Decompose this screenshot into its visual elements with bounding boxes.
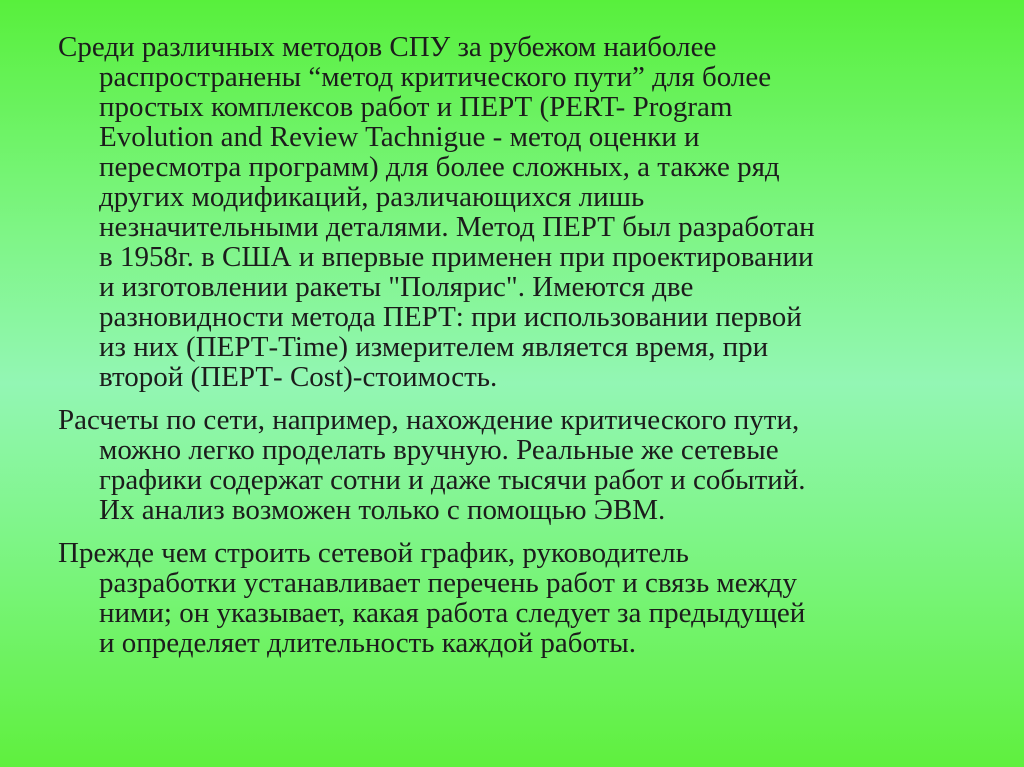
paragraph-network-planning xyxy=(58,538,998,658)
text-line: распространены “метод критического пути” для более xyxy=(99,61,772,93)
text-line: можно легко проделать вручную. Реальные же сетевые xyxy=(99,434,779,466)
text-line: ними; он указывает, какая работа следует за предыдущей xyxy=(99,597,806,629)
text-line: Прежде чем строить сетевой график, руководитель xyxy=(58,537,689,569)
text-line: разновидности метода ПЕРТ: при использовании первой xyxy=(99,301,802,333)
slide-text xyxy=(58,32,998,671)
paragraph-pert-methods xyxy=(58,32,998,392)
text-line: графики содержат сотни и даже тысячи работ и событий. xyxy=(99,464,806,496)
text-line: и определяет длительность каждой работы. xyxy=(99,627,636,659)
text-line: Расчеты по сети, например, нахождение критического пути, xyxy=(58,404,800,436)
paragraph-network-calculations xyxy=(58,405,998,525)
text-line: пересмотра программ) для более сложных, а также ряд xyxy=(99,151,780,183)
text-line: Их анализ возможен только с помощью ЭВМ. xyxy=(99,494,666,526)
text-line: из них (ПЕРТ-Time) измерителем является время, при xyxy=(99,331,769,363)
text-line: Evolution and Review Tachnigue - метод оценки и xyxy=(99,121,700,153)
text-line: второй (ПЕРТ- Cost)-стоимость. xyxy=(99,361,498,393)
text-line: разработки устанавливает перечень работ и связь между xyxy=(99,567,797,599)
text-line: простых комплексов работ и ПЕРТ (PERT- Program xyxy=(99,91,733,123)
text-line: и изготовлении ракеты "Полярис". Имеются две xyxy=(99,271,694,303)
text-line: незначительными деталями. Метод ПЕРТ был разработан xyxy=(99,211,815,243)
text-line: в 1958г. в США и впервые применен при проектировании xyxy=(99,241,814,273)
text-line: других модификаций, различающихся лишь xyxy=(99,181,645,213)
text-line: Среди различных методов СПУ за рубежом наиболее xyxy=(58,31,717,63)
